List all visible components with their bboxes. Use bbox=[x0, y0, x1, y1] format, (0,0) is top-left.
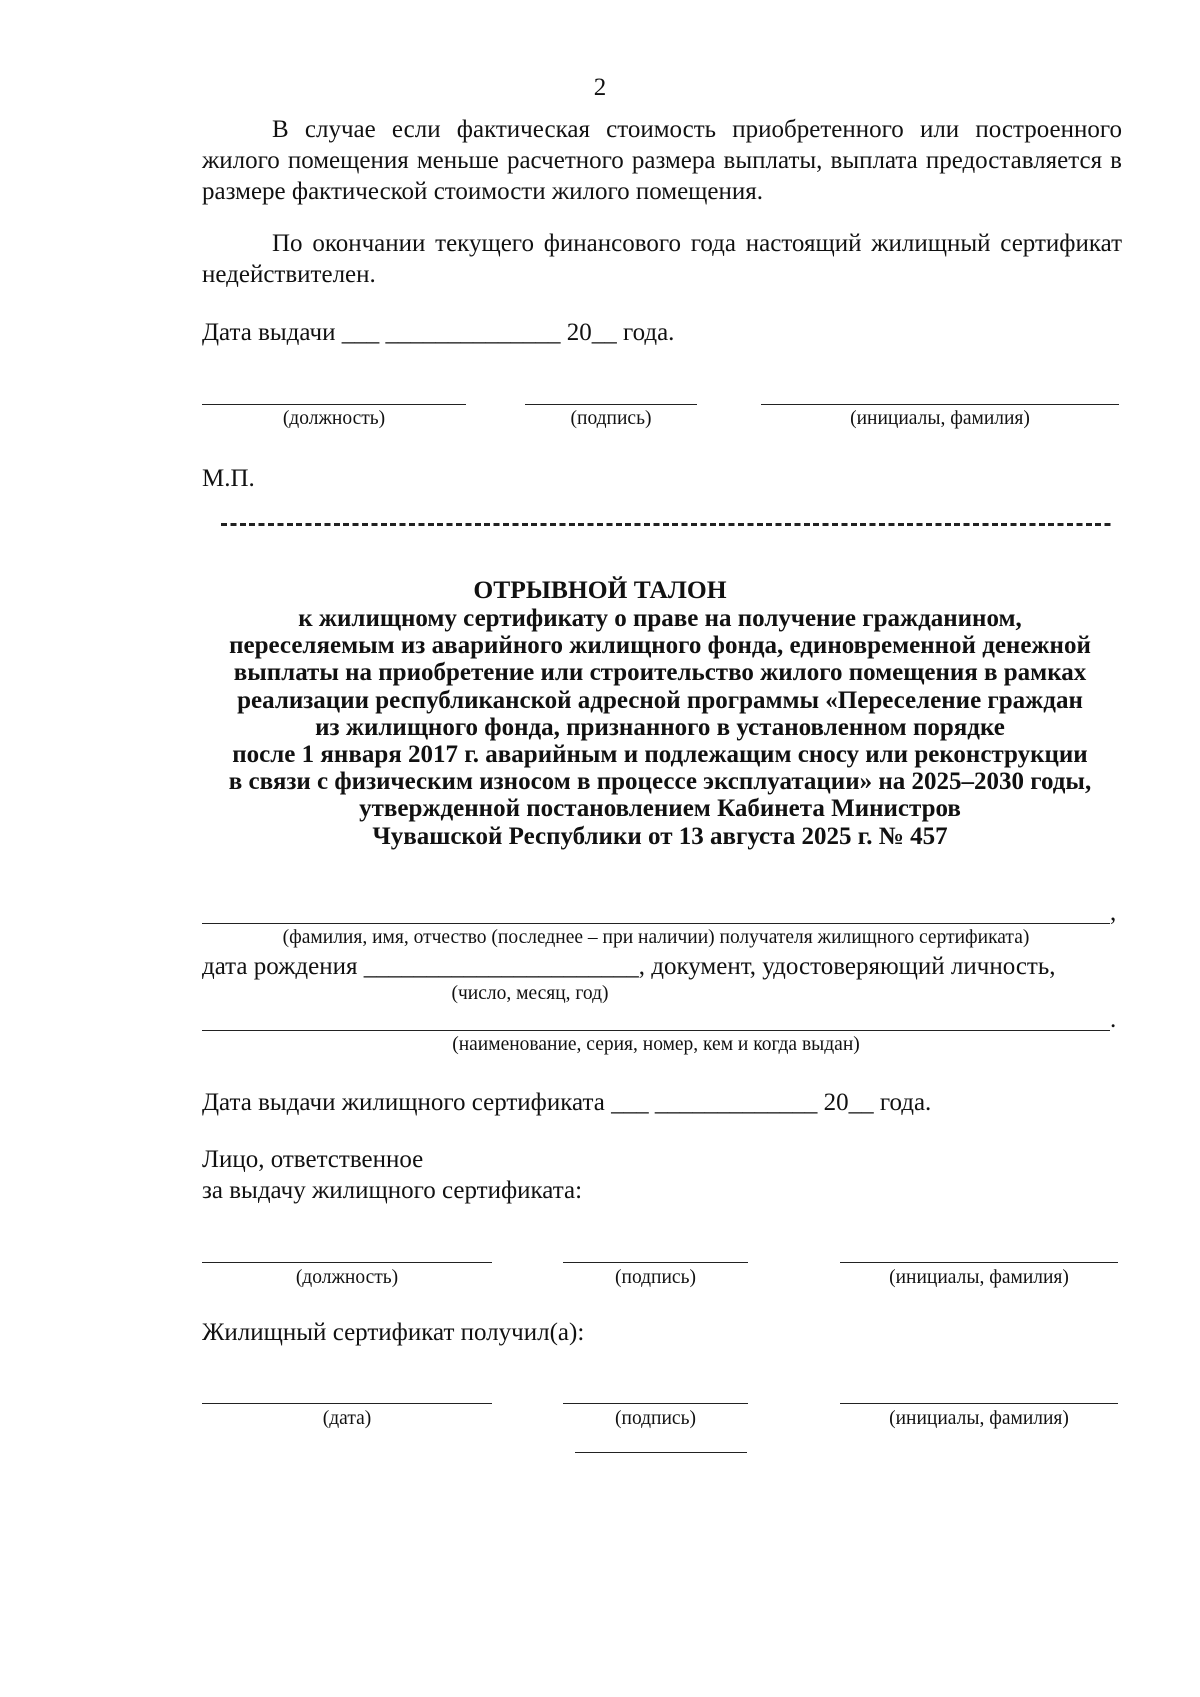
name-line-1 bbox=[761, 404, 1119, 405]
issue-date-line bbox=[202, 317, 674, 348]
signature-line-2 bbox=[563, 1262, 748, 1263]
certificate-issue-year-blank: 20__ bbox=[823, 1089, 874, 1116]
position-caption-2: (должность) bbox=[295, 1267, 399, 1288]
name-caption-1: (инициалы, фамилия) bbox=[850, 408, 1030, 429]
recipient-name-comma: , bbox=[1110, 899, 1117, 926]
coupon-heading: ОТРЫВНОЙ ТАЛОН bbox=[473, 575, 727, 604]
birth-date-label: дата рождения bbox=[202, 953, 358, 980]
identity-document-text: , документ, удостоверяющий личность, bbox=[638, 953, 1056, 980]
issue-year-suffix: года. bbox=[622, 319, 675, 346]
paragraph-validity: По окончании текущего финансового года настоящий жилищный сертификат недействителен. bbox=[202, 230, 1122, 288]
closing-rule bbox=[575, 1452, 747, 1453]
issue-date-label: Дата выдачи bbox=[202, 319, 336, 346]
page-number: 2 bbox=[593, 74, 607, 101]
coupon-title-line: после 1 января 2017 г. аварийным и подлежащим сносу или реконструкции bbox=[232, 741, 1088, 769]
certificate-issue-date-line bbox=[202, 1087, 931, 1118]
coupon-title-line: Чувашской Республики от 13 августа 2025 г. № 457 bbox=[372, 822, 948, 850]
stamp-place: М.П. bbox=[202, 465, 255, 492]
certificate-issue-month-blank: _____________ bbox=[654, 1089, 818, 1116]
certificate-issue-year-suffix: года. bbox=[879, 1089, 932, 1116]
certificate-issue-date-label: Дата выдачи жилищного сертификата bbox=[202, 1089, 605, 1116]
coupon-title-line: реализации республиканской адресной программы «Переселение граждан bbox=[237, 686, 1083, 714]
coupon-title-line: к жилищному сертификату о праве на получение гражданином, bbox=[298, 605, 1022, 632]
position-line-1 bbox=[202, 404, 466, 405]
certificate-received-label: Жилищный сертификат получил(а): bbox=[202, 1319, 585, 1346]
identity-document-period: . bbox=[1110, 1006, 1117, 1033]
signature-caption-3: (подпись) bbox=[615, 1408, 696, 1429]
signature-caption-1: (подпись) bbox=[570, 408, 652, 429]
signature-line-3 bbox=[563, 1403, 748, 1404]
responsible-person-line-2: за выдачу жилищного сертификата: bbox=[202, 1177, 583, 1204]
recipient-name-caption: (фамилия, имя, отчество (последнее – при наличии) получателя жилищного сертификата) bbox=[282, 927, 1030, 948]
name-caption-3: (инициалы, фамилия) bbox=[889, 1408, 1069, 1429]
recipient-name-line bbox=[202, 923, 1110, 924]
name-line-2 bbox=[840, 1262, 1118, 1263]
coupon-title-line: выплаты на приобретение или строительство жилого помещения в рамках bbox=[233, 659, 1087, 687]
identity-document-line bbox=[202, 1030, 1110, 1031]
date-caption-3: (дата) bbox=[322, 1408, 372, 1429]
signature-caption-2: (подпись) bbox=[615, 1267, 696, 1288]
coupon-title-line: переселяемым из аварийного жилищного фонда, единовременной денежной bbox=[229, 632, 1091, 660]
position-line-2 bbox=[202, 1262, 492, 1263]
date-line-3 bbox=[202, 1403, 492, 1404]
issue-year-blank: 20__ bbox=[566, 319, 617, 346]
paragraph-actual-cost: В случае если фактическая стоимость приобретенного или построенного жилого помещения меньше расчетного размера выплаты, выплата предоставляется в размере фактической стоимости жилого помещения. bbox=[202, 116, 1122, 205]
issue-day-blank: ___ bbox=[341, 319, 380, 346]
signature-line-1 bbox=[525, 404, 697, 405]
coupon-title-line: утвержденной постановлением Кабинета Министров bbox=[359, 795, 961, 823]
name-line-3 bbox=[840, 1403, 1118, 1404]
birth-date-caption: (число, месяц, год) bbox=[451, 983, 609, 1004]
issue-month-blank: ______________ bbox=[385, 319, 561, 346]
coupon-title bbox=[150, 605, 1170, 850]
name-caption-2: (инициалы, фамилия) bbox=[889, 1267, 1069, 1288]
position-caption-1: (должность) bbox=[282, 408, 386, 429]
certificate-issue-day-blank: ___ bbox=[611, 1089, 649, 1116]
birth-date-blank: ______________________ bbox=[363, 953, 639, 980]
coupon-title-line: в связи с физическим износом в процессе эксплуатации» на 2025–2030 годы, bbox=[228, 768, 1092, 796]
responsible-person-line-1: Лицо, ответственное bbox=[202, 1146, 424, 1173]
identity-document-caption: (наименование, серия, номер, кем и когда выдан) bbox=[452, 1034, 860, 1055]
birth-date-line bbox=[202, 951, 1056, 982]
tear-off-line bbox=[221, 523, 1111, 526]
coupon-title-line: из жилищного фонда, признанного в установленном порядке bbox=[315, 713, 1005, 741]
